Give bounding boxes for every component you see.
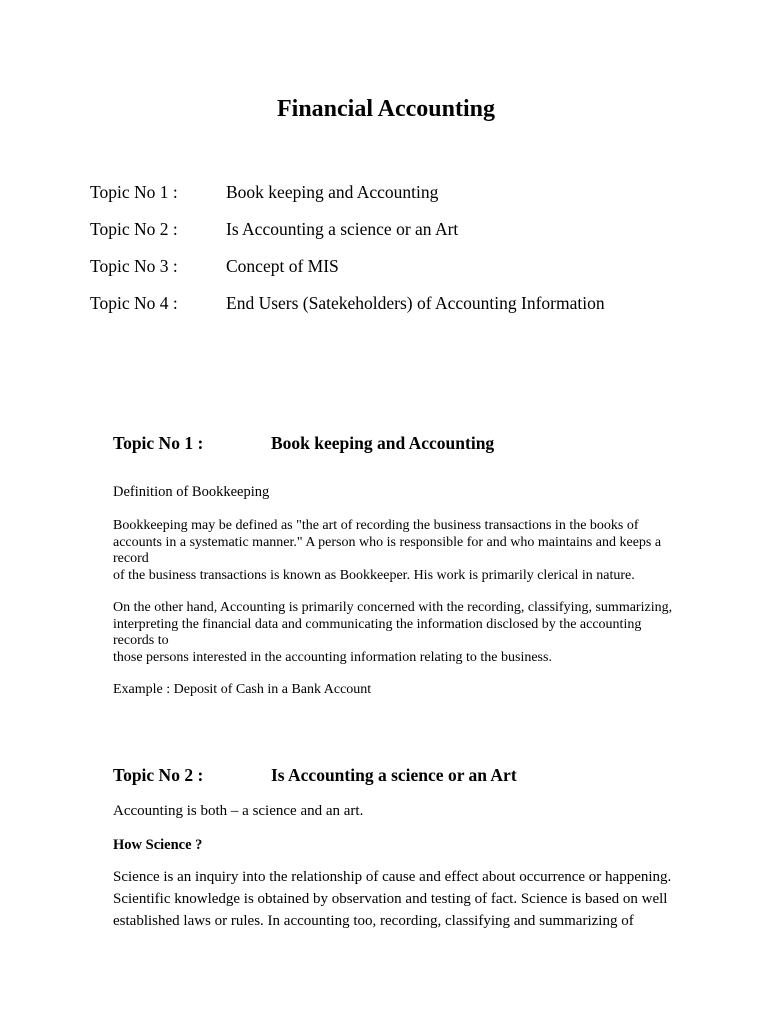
toc-label: Topic No 1 :	[90, 182, 178, 202]
toc-row-4	[90, 292, 730, 329]
paragraph-line: Bookkeeping may be defined as "the art of recording the business transactions in the books of	[113, 518, 639, 533]
science-paragraph	[113, 866, 713, 932]
paragraph-line: Science is an inquiry into the relationship of cause and effect about occurrence or happening.	[113, 869, 672, 885]
paragraph-line: established laws or rules. In accounting too, recording, classifying and summarizing of	[113, 913, 634, 929]
section-title: Book keeping and Accounting	[271, 433, 495, 453]
paragraph-line: Scientific knowledge is obtained by observation and testing of fact. Science is based on well	[113, 891, 668, 907]
paragraph-line: those persons interested in the accounting information relating to the business.	[113, 649, 552, 665]
section-2-heading	[113, 764, 517, 786]
accounting-paragraph	[113, 600, 693, 666]
toc-label: Topic No 3 :	[90, 256, 178, 276]
paragraph-line: accounts in a systematic manner." A person who is responsible for and who maintains and keeps a	[113, 534, 662, 550]
paragraph-line: of the business transactions is known as Bookkeeper. His work is primarily clerical in nature.	[113, 567, 635, 583]
how-science-block	[113, 834, 693, 856]
section-1-heading	[113, 432, 494, 454]
paragraph-line: records to	[113, 633, 169, 648]
table-of-contents	[90, 181, 730, 329]
paragraph-line: record	[113, 551, 149, 566]
toc-row-1	[90, 181, 730, 218]
toc-row-3	[90, 255, 730, 292]
paragraph-line: interpreting the financial data and communicating the information disclosed by the accounting	[113, 616, 642, 632]
toc-title: End Users (Satekeholders) of Accounting Information	[226, 293, 605, 313]
paragraph-line: On the other hand, Accounting is primarily concerned with the recording, classifying, summarizing,	[113, 600, 673, 615]
toc-title: Is Accounting a science or an Art	[226, 219, 459, 239]
bookkeeping-paragraph	[113, 518, 693, 584]
section-title: Is Accounting a science or an Art	[271, 765, 517, 785]
example-block	[113, 682, 693, 699]
toc-title: Concept of MIS	[226, 256, 339, 276]
definition-subheading: Definition of Bookkeeping	[113, 484, 270, 500]
section-label: Topic No 2 :	[113, 765, 204, 785]
toc-row-2	[90, 218, 730, 255]
section-2-intro-block	[113, 800, 693, 822]
section-2-intro: Accounting is both – a science and an art.	[113, 803, 364, 819]
section-label: Topic No 1 :	[113, 433, 204, 453]
toc-title: Book keeping and Accounting	[226, 182, 439, 202]
toc-label: Topic No 4 :	[90, 293, 178, 313]
document-title: Financial Accounting	[276, 96, 496, 122]
toc-label: Topic No 2 :	[90, 219, 178, 239]
example-text: Example : Deposit of Cash in a Bank Account	[113, 682, 372, 697]
how-science-subheading: How Science ?	[113, 837, 203, 853]
definition-subheading-block	[113, 484, 693, 501]
